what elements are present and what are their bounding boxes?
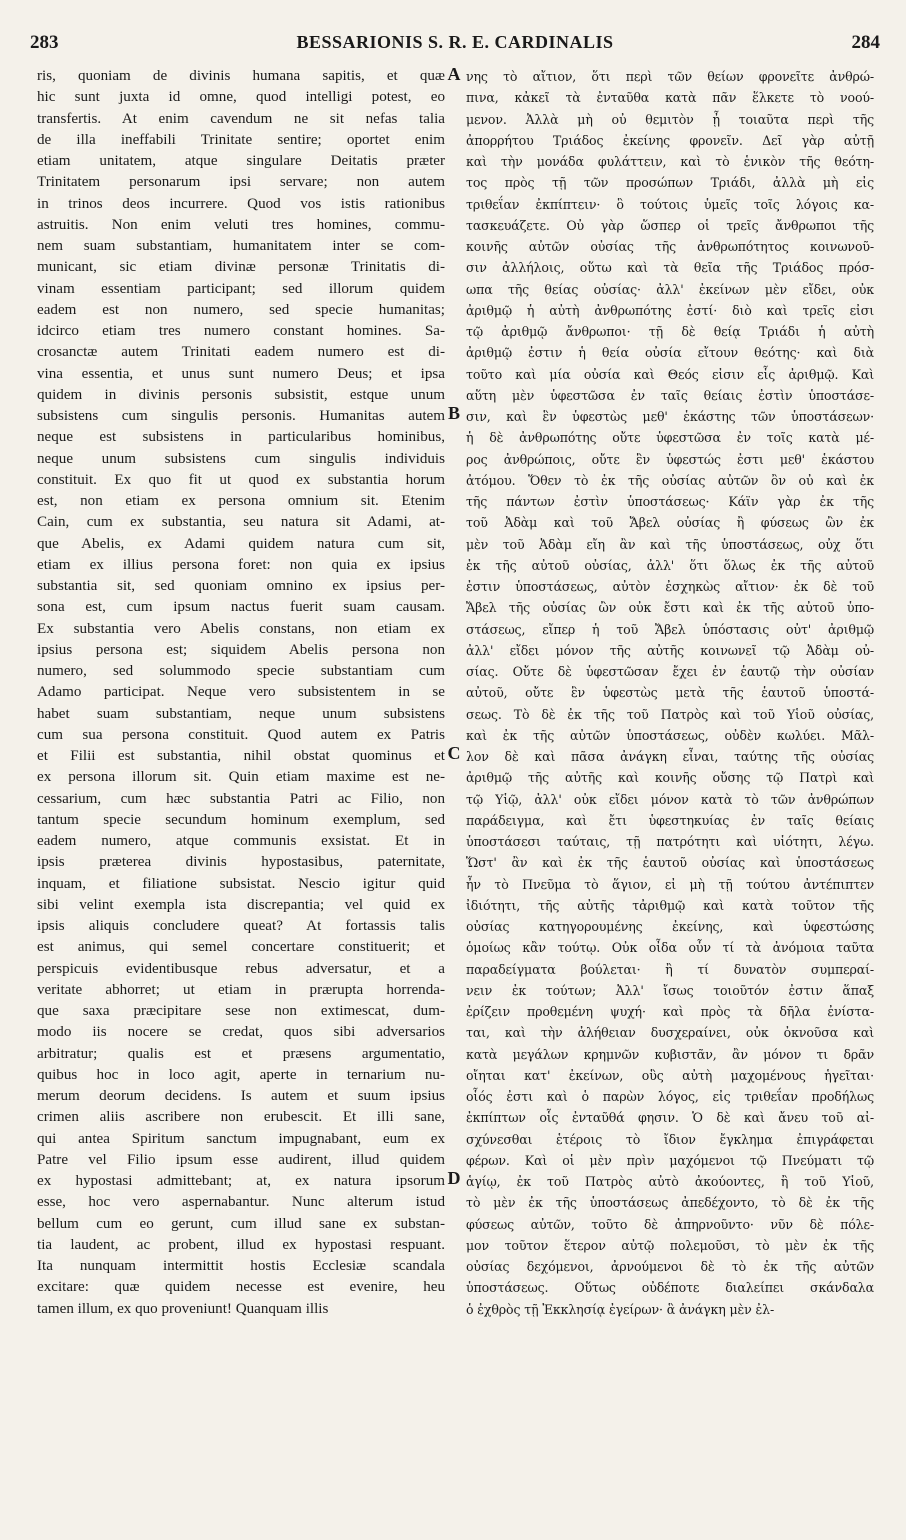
- greek-text-line: τοῦτο καὶ μία οὐσία καὶ Θεός εἰσιν εἷς ἀριθμῷ. Καὶ: [466, 366, 874, 382]
- latin-text-line: Ex substantia vero Abelis constans, non etiam ex: [37, 620, 445, 637]
- greek-text-line: ὑποστάσεως. Οὕτως οὐδέποτε διαλείπει σκάνδαλα: [466, 1280, 874, 1296]
- latin-text-line: modo iis nocere se credat, quos sibi adversarios: [37, 1024, 445, 1041]
- latin-column: [37, 66, 445, 1532]
- greek-text-line: οὐσίας δεχόμενοι, ἀρνούμενοι δὲ τὸ ἐκ τῆς αὐτῶν: [466, 1259, 874, 1274]
- latin-text-line: ex persona illorum sit. Quin etiam maxime est ne-: [37, 769, 445, 786]
- greek-text-line: σχύνεσθαι ἑτέροις τὸ ἴδιον ἔγκλημα ἐπιγράφεται: [466, 1131, 874, 1147]
- latin-text-line: etiam unitatem, atque singulare Deitatis præter: [37, 153, 445, 169]
- greek-text-line: ἰδιότητι, τῆς αὐτῆς τἀριθμῷ καὶ κατὰ τοῦτον τῆς: [466, 897, 874, 913]
- greek-text-line: οὐσίας κατηγορουμένης ἐκείνης, καὶ ὑφεστώσης: [466, 919, 874, 934]
- greek-text-line: ἀτόμου. Ὅθεν τὸ ἐκ τῆς οὐσίας αὐτῶν ὂν οὐ καὶ ἐκ: [466, 472, 874, 488]
- latin-text-line: que saxa præcipitare sese non extimescat, dum-: [37, 1003, 445, 1019]
- greek-text-line: σεως. Τὸ δὲ ἐκ τῆς τοῦ Πατρὸς καὶ τοῦ Υἱοῦ οὐσίας,: [466, 706, 874, 722]
- greek-text-line: τῷ ἀριθμῷ ἄνθρωποι· τῇ δὲ θείᾳ Τριάδι ἡ αὐτὴ: [466, 324, 874, 339]
- greek-text-line: Ὥστ' ἂν καὶ ἐκ τῆς ἑαυτοῦ οὐσίας καὶ ὑποστάσεως: [466, 855, 874, 871]
- latin-text-line: tia laudent, ac probent, illud ex hypostasi respuant.: [37, 1236, 445, 1253]
- greek-text-line: νης τὸ αἴτιον, ὅτι περὶ τῶν θείων φρονεῖτε ἀνθρώ-: [466, 69, 874, 84]
- page-number-left: 283: [30, 32, 59, 53]
- greek-text-line: Ἄβελ τῆς οὐσίας ὢν οὐκ ἔστι καὶ ἐκ τῆς αὐτοῦ ὑπο-: [466, 600, 874, 616]
- greek-text-line: σιν, καὶ ἓν ὑφεστὼς μεθ' ἑκάστης τῶν ὑποστάσεων·: [466, 409, 874, 424]
- latin-text-line: quidem in divinis personis subsistit, estque unum: [37, 386, 445, 403]
- page-header: [30, 32, 880, 56]
- latin-text-line: Cain, cum ex substantia, seu natura sit Adami, at-: [37, 514, 445, 531]
- latin-text-line: veritate abhorret; ut etiam in prærupta horrenda-: [37, 981, 445, 998]
- latin-text-line: perspicuis evidentibusque rebus adversatur, et a: [37, 960, 445, 977]
- greek-text-line: φέρων. Καὶ οἱ μὲν πρὶν μαχόμενοι τῷ Πνεύματι τῷ: [466, 1152, 874, 1168]
- greek-text-line: στάσεως, εἴπερ ἡ τοῦ Ἄβελ ὑπόστασις οὐτ' ἀριθμῷ: [466, 621, 874, 637]
- latin-text-line: etiam ex illius persona foret: non quia ex ipsius: [37, 556, 445, 573]
- latin-text-line: eadem numero, atque communis exsistat. Et in: [37, 833, 445, 849]
- greek-text-line: καὶ τὴν μονάδα φυλάττειν, καὶ τὸ ἑνικὸν τῆς θεότη-: [466, 154, 874, 169]
- greek-text-line: ἀλλ' εἴδει μόνον τῆς αὐτῆς κοινωνεῖ τῷ Ἀδὰμ οὐ-: [466, 642, 874, 658]
- latin-text-line: neque unum subsistens cum singulis individuis: [37, 450, 445, 467]
- latin-text-line: municant, sic etiam divinæ personæ Trinitatis di-: [37, 259, 445, 276]
- greek-text-line: κατὰ μεγάλων κρημνῶν κυβιστᾶν, ἂν μόνον τι δρᾶν: [466, 1046, 874, 1062]
- latin-text-line: Adamo participat. Neque vero subsistentem in se: [37, 684, 445, 701]
- latin-text-line: Ita nunquam intermittit hostis Ecclesiæ scandala: [37, 1258, 445, 1274]
- latin-text-line: cessarium, cum hæc substantia Patri ac Filio, non: [37, 790, 445, 807]
- greek-text-line: νειν ἐκ τούτων; Ἀλλ' ἴσως τοιοῦτόν ἐστιν ἅπαξ: [466, 982, 874, 998]
- greek-text-line: κοινῆς αὐτῶν οὐσίας τῆς ἀνθρωπότητος κοινωνοῦ-: [466, 239, 874, 254]
- greek-text-line: ἀριθμῷ ἐστιν ἡ θεία οὐσία εἴτουν θεότης· καὶ διὰ: [466, 345, 874, 361]
- greek-text-line: παραδείγματα βούλεται· ἢ τί δυνατὸν συμπεραί-: [466, 961, 874, 977]
- latin-text-line: merum deorum decidens. Is autem et suum ipsius: [37, 1088, 445, 1104]
- greek-text-line: τῷ Υἱῷ, ἀλλ' οὐκ εἴδει μόνον κατὰ τὸ τῶν ἀνθρώπων: [466, 791, 874, 807]
- latin-text-line: numero, sed solummodo specie substantiam cum: [37, 663, 445, 679]
- greek-text-line: ἀριθμῷ τῆς αὐτῆς καὶ κοινῆς οὔσης τῷ Πατρὶ καὶ: [466, 770, 874, 786]
- running-title: BESSARIONIS S. R. E. CARDINALIS: [296, 32, 614, 52]
- latin-text-line: habet suam substantiam, neque unum subsistens: [37, 705, 445, 722]
- greek-text-line: ὑποστάσεσι ταύταις, τῇ πατρότητι καὶ υἱότητι, λέγω.: [466, 834, 874, 849]
- latin-text-line: ipsis præterea divinis hypostasibus, paternitate,: [37, 854, 445, 871]
- greek-text-line: ἐκ τῆς αὐτοῦ οὐσίας, ἀλλ' ὅτι ὅλως ἐκ τῆς αὐτοῦ: [466, 557, 874, 573]
- latin-text-line: crosanctæ autem Trinitati eadem numero est di-: [37, 344, 445, 361]
- greek-text-line: τὸ μὲν ἐκ τῆς ὑποστάσεως ἀπεδέχοντο, τὸ δὲ ἐκ τῆς: [466, 1195, 874, 1211]
- latin-text-line: substantia sit, sed quoniam omnino ex ipsius per-: [37, 578, 445, 594]
- greek-text-line: ὁ ἐχθρὸς τῇ Ἐκκλησίᾳ ἐγείρων· ἃ ἀνάγκη μὲν ἐλ-: [466, 1301, 775, 1317]
- greek-text-line: τασκευάζετε. Οὐ γὰρ ὥσπερ οἱ τρεῖς ἄνθρωποι τῆς: [466, 217, 874, 233]
- greek-text-line: ἀπορρήτου Τριάδος ἐκείνης φρονεῖν. Δεῖ γὰρ αὐτῇ: [466, 132, 874, 148]
- latin-text-line: Trinitatem personarum ipsi servare; non autem: [37, 174, 445, 191]
- greek-text-line: σίας. Οὔτε δὲ ὑφεστῶσαν ἔχει ἐν ἑαυτῷ τὴν οὐσίαν: [466, 664, 874, 679]
- latin-text-line: eadem est non numero, sed specie humanitas;: [37, 301, 445, 318]
- latin-text-line: tamen illum, ex quo proveniunt! Quanquam illis: [37, 1300, 329, 1317]
- greek-column: [466, 66, 874, 1532]
- greek-text-line: ωπα τῆς θείας οὐσίας· ἀλλ' ἐκείνων μὲν εἴδει, οὐκ: [466, 281, 874, 297]
- latin-text-line: et Filii est substantia, nihil obstat quominus et: [37, 748, 445, 764]
- latin-text-line: quibus hoc in loco agit, aperte in ternarium nu-: [37, 1066, 445, 1083]
- latin-text-line: nem suam substantiam, humanitatem inter se com-: [37, 238, 445, 254]
- latin-text-line: vina essentia, et unus sunt numero Deus; et ipsa: [37, 365, 445, 382]
- latin-text-line: esse, hoc vero aspernabantur. Nunc alterum istud: [37, 1194, 445, 1211]
- latin-text-line: ipsis aliquis concludere queat? At fortassis talis: [37, 918, 445, 934]
- greek-text-line: ται, καὶ τὴν ἀλήθειαν δυσχεραίνει, οὐκ ὀκνοῦσα καὶ: [466, 1025, 874, 1041]
- latin-text-line: ris, quoniam de divinis humana sapitis, et quæ: [37, 68, 445, 84]
- greek-text-line: ὁμοίως κἂν τούτῳ. Οὐκ οἶδα οὖν τί τὰ ἀνόμοια ταῦτα: [466, 940, 874, 956]
- greek-text-line: τριθεΐαν ἐκπίπτειν· ὃ τούτοις ὑμεῖς τοῖς λόγοις κα-: [466, 196, 874, 212]
- section-marker-b: B: [447, 403, 460, 423]
- greek-text-line: ἀριθμῷ ἡ αὐτὴ ἀνθρωπότης ἐστί· διὸ καὶ τρεῖς εἰσι: [466, 302, 874, 318]
- latin-text-line: Patre vel Filio ipsum esse audirent, illud quidem: [37, 1151, 445, 1168]
- latin-text-line: transfertis. At enim cavendum ne sit nefas talia: [37, 110, 445, 127]
- greek-text-line: αὕτη μὲν ὑφεστῶσα ἐν ταῖς θείαις ἐστὶν ὑποστάσε-: [466, 387, 874, 403]
- greek-text-line: ἁγίῳ, ἐκ τοῦ Πατρὸς αὐτὸ ἀκούοντες, ἢ τοῦ Υἱοῦ,: [466, 1174, 874, 1189]
- latin-text-line: idcirco etiam tres numero constant homines. Sa-: [37, 323, 445, 339]
- greek-text-line: σιν ἀλλήλοις, οὕτω καὶ τὰ θεῖα τῆς Τριάδος πρόσ-: [466, 260, 874, 276]
- latin-text-line: in trinos deos incurrere. Quod vos istis rationibus: [37, 195, 445, 212]
- latin-text-line: ipsius persona est; siquidem Abelis persona non: [37, 641, 445, 658]
- greek-text-line: παράδειγμα, καὶ ἔτι ὑφεστηκυίας ἐν ταῖς θείαις: [466, 812, 874, 828]
- latin-text-line: est, non etiam ex persona omnium sit. Etenim: [37, 493, 445, 509]
- greek-text-line: ἦν τὸ Πνεῦμα τὸ ἅγιον, εἰ μὴ τῇ τούτου ἀντέπιπτεν: [466, 876, 874, 892]
- latin-text-line: inquam, et filiatione subsistat. Nescio igitur quid: [37, 875, 445, 892]
- greek-text-line: αὐτοῦ, οὔτε ἓν ὑφεστὼς μετὰ τῆς ἑαυτοῦ ὑποστά-: [466, 685, 874, 701]
- greek-text-line: ἐκπίπτων οἷς ἐνταῦθά φησιν. Ὁ δὲ καὶ ἄνευ τοῦ αἰ-: [466, 1110, 874, 1126]
- latin-text-line: ex hypostasi admittebant; at, ex natura ipsorum: [37, 1173, 445, 1189]
- latin-text-line: vinam essentiam participant; sed illorum quidem: [37, 280, 445, 297]
- page-number-right: 284: [851, 32, 880, 53]
- greek-text-line: μενον. Ἀλλὰ μὴ οὐ θεμιτὸν ᾖ τοιαῦτα περὶ τῆς: [466, 111, 874, 127]
- latin-text-line: neque est subsistens in particularibus hominibus,: [37, 429, 445, 446]
- latin-text-line: subsistens cum singulis personis. Humanitas autem: [37, 408, 445, 424]
- greek-text-line: μὲν τοῦ Ἀδὰμ εἴη ἂν καὶ τῆς ὑποστάσεως, οὐχ ὅτι: [466, 536, 874, 552]
- latin-text-line: qui antea Spiritum sanctum impugnabant, eum ex: [37, 1130, 445, 1147]
- section-marker-a: A: [447, 64, 461, 84]
- latin-text-line: excitare: quæ quidem necesse est evenire, heu: [37, 1279, 445, 1296]
- greek-text-line: οἷός ἐστι καὶ ὁ παρὼν λόγος, εἰς τριθεΐαν προδήλως: [466, 1089, 874, 1104]
- latin-text-line: que Abelis, ex Adami quidem natura cum sit,: [37, 535, 445, 552]
- greek-text-line: ἐστιν ὑποστάσεως, αὐτὸν ἐσχηκὼς αἴτιον· ἐκ δὲ τοῦ: [466, 579, 874, 594]
- latin-text-line: sona est, cum ipsum nactus fuerit suam causam.: [37, 599, 445, 616]
- latin-text-line: de illa ineffabili Trinitate sentire; oportet enim: [37, 131, 445, 148]
- latin-text-line: bellum cum eo gerunt, cum illud sane ex substan-: [37, 1215, 445, 1232]
- greek-text-line: οἴηται κατ' ἐκείνων, οὓς αὐτὴ μαχομένους ἡγεῖται·: [466, 1067, 874, 1083]
- greek-text-line: πινα, κἀκεῖ τὰ ἐνταῦθα κατὰ πᾶν ἕλκετε τὸ νοού-: [466, 90, 874, 106]
- latin-text-line: cum sua persona constituit. Quod autem ex Patris: [37, 726, 445, 743]
- latin-text-line: est animus, qui semel concertare constituerit; et: [37, 939, 445, 956]
- greek-text-line: ἡ δὲ ἀνθρωπότης οὔτε ὑφεστῶσα ἐν τοῖς κατὰ μέ-: [466, 430, 874, 446]
- greek-text-line: τοῦ Ἀδὰμ καὶ τοῦ Ἄβελ οὐσίας ἢ φύσεως ὢν ἐκ: [466, 515, 874, 531]
- greek-text-line: τῆς πάντων ἐστὶν ὑποστάσεως· Κάϊν γὰρ ἐκ τῆς: [466, 494, 874, 509]
- greek-text-line: φύσεως αὐτῶν, τοῦτο δὲ ἀπηρνοῦντο· νῦν δὲ πόλε-: [466, 1216, 874, 1232]
- latin-text-line: crimen aliis ascribere non erubescit. Et illi sane,: [37, 1109, 445, 1126]
- greek-text-line: μον τοῦτον ἕτερον αὐτῷ πολεμοῦσι, τὸ μὲν ἐκ τῆς: [466, 1237, 874, 1253]
- latin-text-line: sibi velint exempla ista discrepantia; vel quid ex: [37, 896, 445, 913]
- latin-text-line: arbitratur; qualis est et præsens argumentatio,: [37, 1045, 445, 1062]
- section-marker-d: D: [447, 1168, 461, 1188]
- greek-text-line: τος πρὸς τῇ τῶν προσώπων Τριάδι, ἀλλὰ μὴ εἰς: [466, 175, 874, 191]
- greek-text-line: ἐρίζειν προθεμένη ψυχή· καὶ πρὸς τὰ δῆλα ἐνίστα-: [466, 1004, 874, 1019]
- greek-text-line: λον δὲ καὶ πᾶσα ἀνάγκη εἶναι, ταύτης τῆς οὐσίας: [466, 749, 874, 764]
- greek-text-line: καὶ ἐκ τῆς αὐτῶν ὑποστάσεως, οὐδὲν κωλύει. Μᾶλ-: [466, 727, 874, 743]
- greek-text-line: ρος ἀνθρώποις, οὔτε ἓν ὑφεστώς ἐστι μεθ' ἑκάστου: [466, 451, 874, 467]
- latin-text-line: hic sunt juxta id omne, quod intelligi potest, eo: [37, 89, 445, 106]
- section-marker-c: C: [447, 743, 461, 763]
- latin-text-line: astruitis. Non enim veluti tres homines, commu-: [37, 216, 445, 233]
- latin-text-line: constituit. Ex quo fit ut quod ex substantia horum: [37, 471, 445, 488]
- latin-text-line: tantum specie secundum hominum exemplum, sed: [37, 811, 445, 828]
